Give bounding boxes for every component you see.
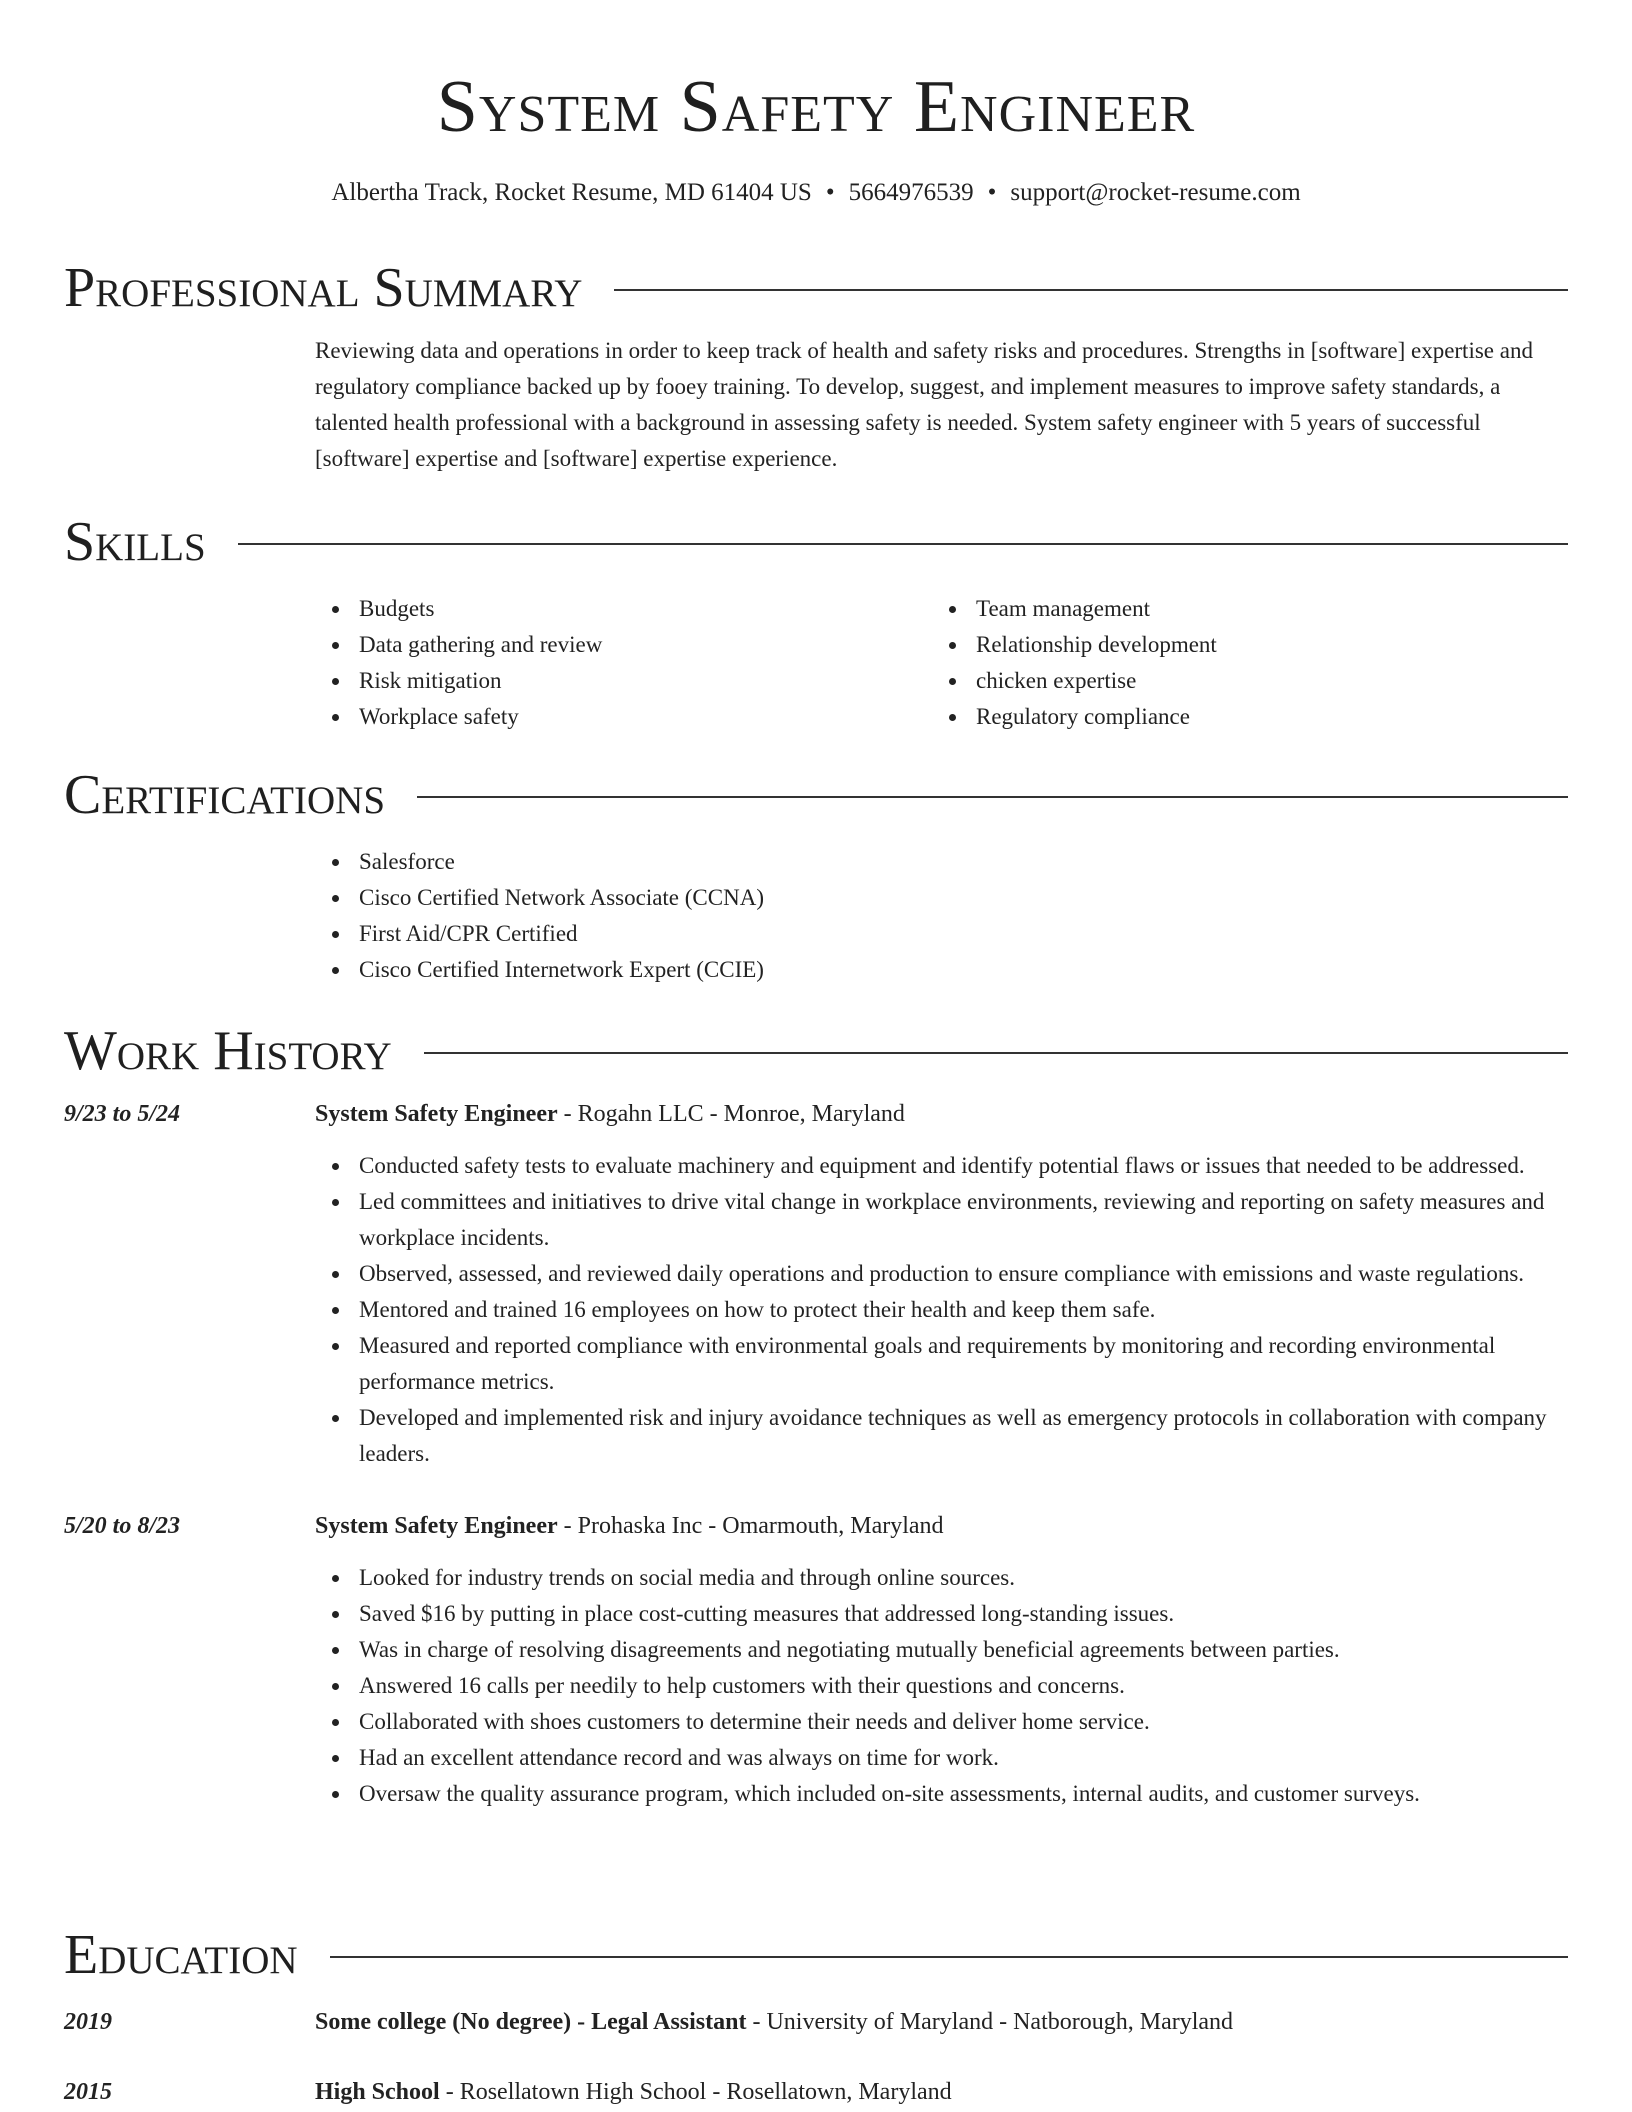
job-bullets — [315, 1132, 1568, 1472]
certification-item: Cisco Certified Network Associate (CCNA) — [315, 880, 1568, 916]
section-divider — [614, 289, 1568, 291]
skill-item: Risk mitigation — [315, 663, 932, 699]
skills-list-left — [315, 591, 932, 735]
job-role: System Safety Engineer — [315, 1101, 558, 1127]
job-date: 9/23 to 5/24 — [64, 1101, 181, 1127]
section-title: Certifications — [64, 764, 386, 826]
certifications-section — [64, 760, 1568, 988]
contact-phone: 5664976539 — [848, 179, 974, 206]
contact-email: support@rocket-resume.com — [1010, 179, 1301, 206]
education-entry — [64, 2004, 1568, 2040]
skills-section — [64, 507, 1568, 735]
section-title: Professional Summary — [64, 257, 583, 319]
summary-text: Reviewing data and operations in order to keep track of health and safety risks and procedures. Strengths in [software] expertise and regulatory compliance backed up by fooey training. To develop, suggest, and implement measures to improve safety standards, a talented health professional with a background in assessing safety is needed. System safety engineer with 5 years of successful [software] expertise and [software] expertise experience. — [315, 338, 1533, 471]
job-company: - Rogahn LLC - Monroe, Maryland — [557, 1101, 905, 1127]
certifications-list — [315, 830, 1568, 988]
skill-item: chicken expertise — [932, 663, 1549, 699]
skill-item: Regulatory compliance — [932, 699, 1549, 735]
contact-separator: • — [825, 179, 835, 206]
skill-item: Workplace safety — [315, 699, 932, 735]
education-degree: High School — [315, 2079, 440, 2105]
education-year: 2015 — [64, 2079, 112, 2105]
job-entry — [64, 1508, 1568, 1812]
education-entry — [64, 2074, 1568, 2110]
resume-name: System Safety Engineer — [436, 66, 1196, 148]
work-history-section — [64, 1016, 1568, 1812]
work-history-heading — [64, 1016, 1568, 1086]
skills-heading — [64, 507, 1568, 577]
section-divider — [330, 1956, 1568, 1958]
job-bullet: Answered 16 calls per needily to help customers with their questions and concerns. — [315, 1668, 1568, 1704]
job-company: - Prohaska Inc - Omarmouth, Maryland — [557, 1513, 944, 1539]
job-bullet: Conducted safety tests to evaluate machinery and equipment and identify potential flaws or issues that needed to be addressed. — [315, 1148, 1568, 1184]
section-divider — [417, 796, 1568, 798]
job-bullet: Developed and implemented risk and injury avoidance techniques as well as emergency protocols in collaboration with company leaders. — [315, 1400, 1568, 1472]
job-bullet: Collaborated with shoes customers to determine their needs and deliver home service. — [315, 1704, 1568, 1740]
education-school: - University of Maryland - Natborough, Maryland — [746, 2009, 1234, 2035]
section-title: Skills — [64, 511, 206, 573]
education-section — [64, 1920, 1568, 2110]
job-title-line — [315, 1096, 1568, 1132]
job-date: 5/20 to 8/23 — [64, 1513, 181, 1539]
contact-address: Albertha Track, Rocket Resume, MD 61404 US — [331, 179, 812, 206]
section-title: Work History — [64, 1020, 392, 1082]
job-bullet: Oversaw the quality assurance program, which included on-site assessments, internal audits, and customer surveys. — [315, 1776, 1568, 1812]
skills-list-right — [932, 591, 1549, 735]
job-bullet: Saved $16 by putting in place cost-cutting measures that addressed long-standing issues. — [315, 1596, 1568, 1632]
job-role: System Safety Engineer — [315, 1513, 558, 1539]
education-year: 2019 — [64, 2009, 112, 2035]
section-divider — [424, 1052, 1568, 1054]
summary-heading — [64, 253, 1568, 323]
contact-separator: • — [987, 179, 997, 206]
certification-item: First Aid/CPR Certified — [315, 916, 1568, 952]
skill-item: Budgets — [315, 591, 932, 627]
job-bullet: Measured and reported compliance with environmental goals and requirements by monitoring and recording environmental performance metrics. — [315, 1328, 1568, 1400]
summary-section — [64, 253, 1568, 477]
job-title-line — [315, 1508, 1568, 1544]
job-entry — [64, 1096, 1568, 1472]
education-degree: Some college (No degree) - Legal Assistant — [315, 2009, 747, 2035]
job-bullet: Mentored and trained 16 employees on how to protect their health and keep them safe. — [315, 1292, 1568, 1328]
section-title: Education — [64, 1924, 298, 1986]
certification-item: Cisco Certified Internetwork Expert (CCIE) — [315, 952, 1568, 988]
certification-item: Salesforce — [315, 844, 1568, 880]
job-bullets — [315, 1544, 1568, 1812]
contact-line — [0, 176, 1632, 210]
job-bullet: Was in charge of resolving disagreements and negotiating mutually beneficial agreements between parties. — [315, 1632, 1568, 1668]
education-school: - Rosellatown High School - Rosellatown, Maryland — [439, 2079, 952, 2105]
certifications-heading — [64, 760, 1568, 830]
job-bullet: Looked for industry trends on social media and through online sources. — [315, 1560, 1568, 1596]
skill-item: Relationship development — [932, 627, 1549, 663]
job-bullet: Led committees and initiatives to drive vital change in workplace environments, reviewing and reporting on safety measures and workplace incidents. — [315, 1184, 1568, 1256]
job-bullet: Observed, assessed, and reviewed daily operations and production to ensure compliance with emissions and waste regulations. — [315, 1256, 1568, 1292]
skill-item: Team management — [932, 591, 1549, 627]
job-bullet: Had an excellent attendance record and was always on time for work. — [315, 1740, 1568, 1776]
skill-item: Data gathering and review — [315, 627, 932, 663]
section-divider — [238, 543, 1568, 545]
education-heading — [64, 1920, 1568, 1990]
